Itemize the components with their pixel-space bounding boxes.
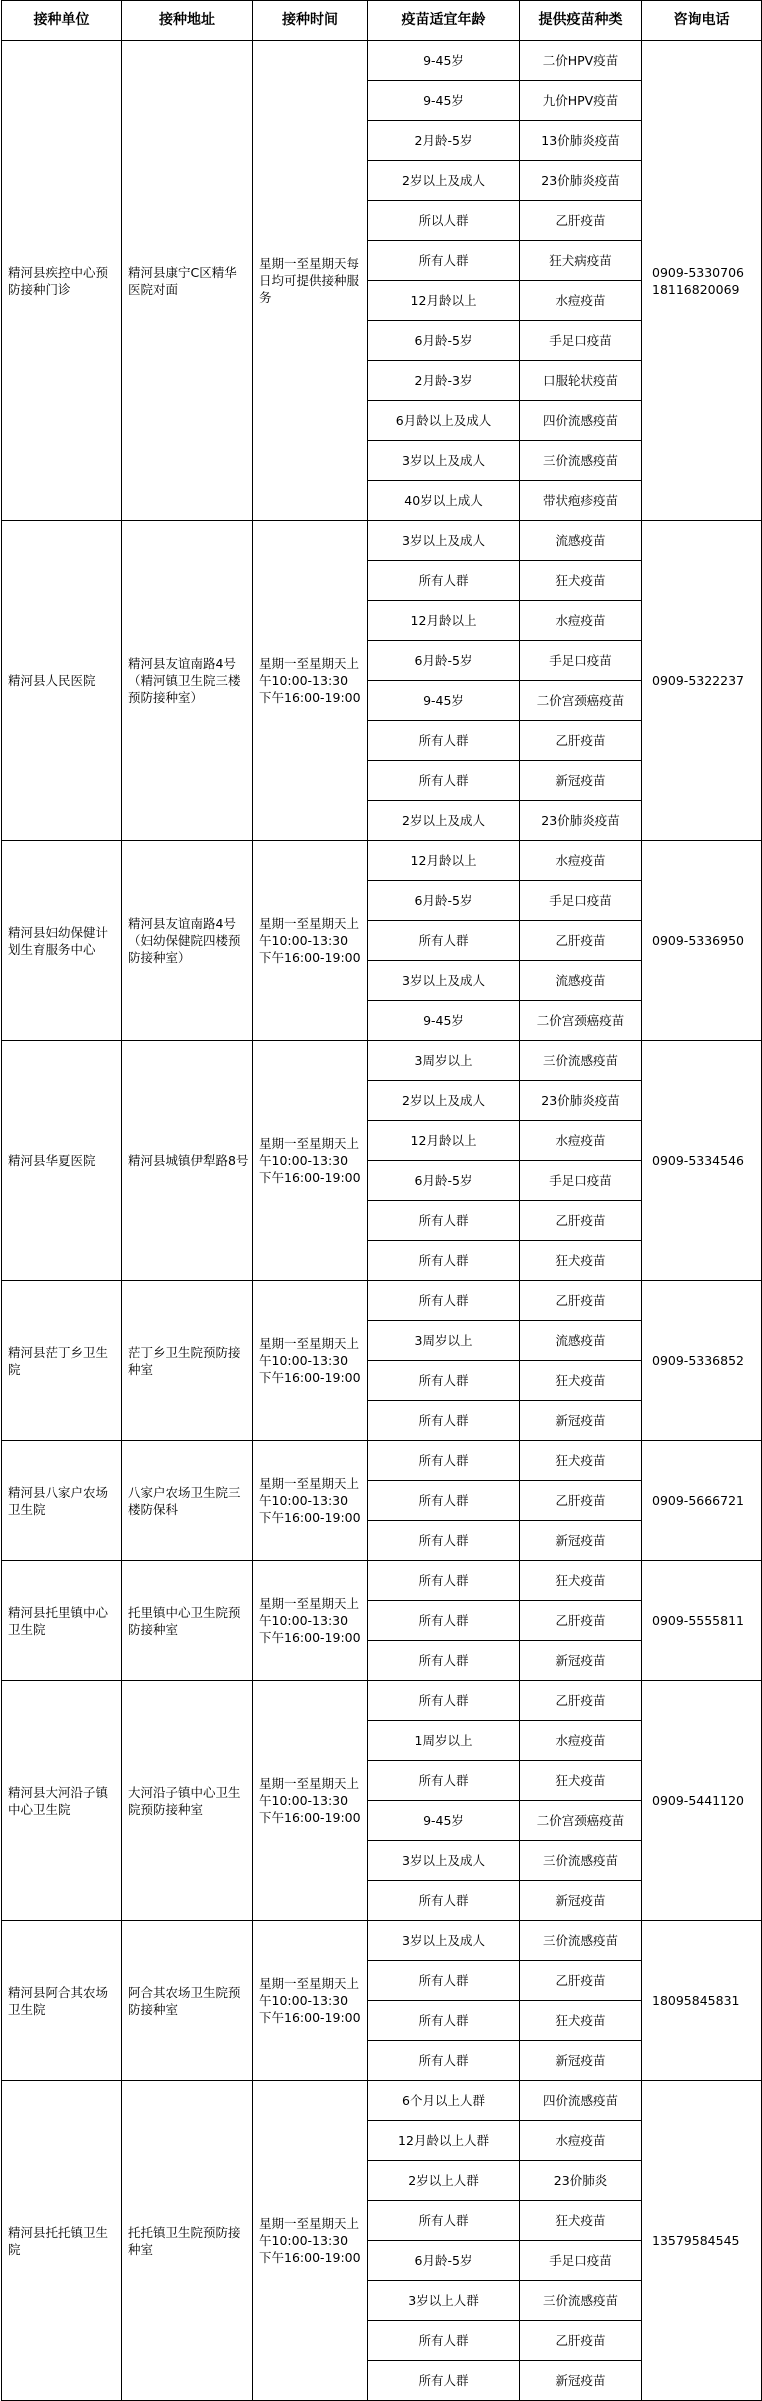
- table-body: [2, 41, 762, 2401]
- age-cell: 9-45岁: [368, 681, 520, 721]
- table-row: [2, 1561, 762, 1601]
- vaccine-cell: 九价HPV疫苗: [520, 81, 642, 121]
- vaccine-cell: 狂犬疫苗: [520, 1361, 642, 1401]
- table-row: [2, 1281, 762, 1321]
- age-cell: 12月龄以上人群: [368, 2121, 520, 2161]
- age-cell: 40岁以上成人: [368, 481, 520, 521]
- vaccine-cell: 水痘疫苗: [520, 1121, 642, 1161]
- unit-name-cell: 精河县妇幼保健计划生育服务中心: [2, 841, 122, 1041]
- age-cell: 2岁以上及成人: [368, 161, 520, 201]
- table-header-row: [2, 1, 762, 41]
- vaccine-cell: 23价肺炎疫苗: [520, 801, 642, 841]
- age-cell: 所有人群: [368, 2041, 520, 2081]
- vaccine-cell: 口服轮状疫苗: [520, 361, 642, 401]
- address-cell: 茫丁乡卫生院预防接种室: [122, 1281, 253, 1441]
- table-row: [2, 841, 762, 881]
- address-cell: 阿合其农场卫生院预防接种室: [122, 1921, 253, 2081]
- time-cell: 星期一至星期天上午10:00-13:30 下午16:00-19:00: [253, 1681, 368, 1921]
- vaccine-cell: 乙肝疫苗: [520, 1961, 642, 2001]
- vaccine-cell: 三价流感疫苗: [520, 1041, 642, 1081]
- phone-cell: 0909-5555811: [642, 1561, 762, 1681]
- age-cell: 6个月以上人群: [368, 2081, 520, 2121]
- vaccine-cell: 新冠疫苗: [520, 1401, 642, 1441]
- time-cell: 星期一至星期天上午10:00-13:30 下午16:00-19:00: [253, 2081, 368, 2401]
- time-cell: 星期一至星期天上午10:00-13:30 下午16:00-19:00: [253, 1281, 368, 1441]
- unit-name-cell: 精河县人民医院: [2, 521, 122, 841]
- vaccine-cell: 手足口疫苗: [520, 881, 642, 921]
- time-cell: 星期一至星期天上午10:00-13:30 下午16:00-19:00: [253, 521, 368, 841]
- age-cell: 12月龄以上: [368, 281, 520, 321]
- age-cell: 所有人群: [368, 921, 520, 961]
- vaccine-cell: 水痘疫苗: [520, 2121, 642, 2161]
- address-cell: 精河县城镇伊犁路8号: [122, 1041, 253, 1281]
- age-cell: 所有人群: [368, 2321, 520, 2361]
- age-cell: 3岁以上及成人: [368, 961, 520, 1001]
- vaccine-cell: 13价肺炎疫苗: [520, 121, 642, 161]
- table-row: [2, 1041, 762, 1081]
- vaccine-cell: 乙肝疫苗: [520, 1281, 642, 1321]
- age-cell: 2月龄-3岁: [368, 361, 520, 401]
- vaccination-table: [1, 0, 762, 2401]
- age-cell: 所有人群: [368, 241, 520, 281]
- table-row: [2, 41, 762, 81]
- vaccine-cell: 乙肝疫苗: [520, 201, 642, 241]
- vaccine-cell: 23价肺炎疫苗: [520, 161, 642, 201]
- age-cell: 所有人群: [368, 1521, 520, 1561]
- vaccine-cell: 狂犬病疫苗: [520, 241, 642, 281]
- vaccine-cell: 二价HPV疫苗: [520, 41, 642, 81]
- age-cell: 所有人群: [368, 2201, 520, 2241]
- vaccine-cell: 流感疫苗: [520, 521, 642, 561]
- table-row: [2, 1441, 762, 1481]
- header-phone: 咨询电话: [642, 1, 762, 41]
- age-cell: 3岁以上及成人: [368, 521, 520, 561]
- table-row: [2, 1921, 762, 1961]
- age-cell: 3岁以上及成人: [368, 441, 520, 481]
- age-cell: 所有人群: [368, 721, 520, 761]
- age-cell: 所有人群: [368, 1961, 520, 2001]
- address-cell: 托托镇卫生院预防接种室: [122, 2081, 253, 2401]
- age-cell: 2月龄-5岁: [368, 121, 520, 161]
- phone-cell: 18095845831: [642, 1921, 762, 2081]
- unit-name-cell: 精河县大河沿子镇中心卫生院: [2, 1681, 122, 1921]
- address-cell: 八家户农场卫生院三楼防保科: [122, 1441, 253, 1561]
- vaccine-cell: 乙肝疫苗: [520, 1681, 642, 1721]
- vaccine-cell: 三价流感疫苗: [520, 441, 642, 481]
- age-cell: 2岁以上及成人: [368, 801, 520, 841]
- phone-cell: 0909-5322237: [642, 521, 762, 841]
- vaccine-cell: 四价流感疫苗: [520, 401, 642, 441]
- vaccine-cell: 新冠疫苗: [520, 1521, 642, 1561]
- age-cell: 所有人群: [368, 1681, 520, 1721]
- age-cell: 所有人群: [368, 1761, 520, 1801]
- age-cell: 所有人群: [368, 1281, 520, 1321]
- vaccine-cell: 乙肝疫苗: [520, 1601, 642, 1641]
- age-cell: 9-45岁: [368, 1801, 520, 1841]
- phone-cell: 0909-5330706 18116820069: [642, 41, 762, 521]
- age-cell: 12月龄以上: [368, 841, 520, 881]
- vaccine-cell: 乙肝疫苗: [520, 721, 642, 761]
- table-row: [2, 521, 762, 561]
- age-cell: 2岁以上及成人: [368, 1081, 520, 1121]
- table-row: [2, 1681, 762, 1721]
- age-cell: 所有人群: [368, 1641, 520, 1681]
- vaccine-cell: 水痘疫苗: [520, 841, 642, 881]
- vaccine-cell: 狂犬疫苗: [520, 561, 642, 601]
- age-cell: 所有人群: [368, 1481, 520, 1521]
- age-cell: 3周岁以上: [368, 1041, 520, 1081]
- vaccine-cell: 带状疱疹疫苗: [520, 481, 642, 521]
- vaccine-cell: 水痘疫苗: [520, 281, 642, 321]
- phone-cell: 0909-5666721: [642, 1441, 762, 1561]
- unit-name-cell: 精河县茫丁乡卫生院: [2, 1281, 122, 1441]
- age-cell: 6月龄-5岁: [368, 641, 520, 681]
- unit-name-cell: 精河县疾控中心预防接种门诊: [2, 41, 122, 521]
- unit-name-cell: 精河县阿合其农场卫生院: [2, 1921, 122, 2081]
- vaccine-cell: 乙肝疫苗: [520, 2321, 642, 2361]
- vaccine-cell: 手足口疫苗: [520, 1161, 642, 1201]
- age-cell: 所有人群: [368, 1241, 520, 1281]
- address-cell: 精河县康宁C区精华医院对面: [122, 41, 253, 521]
- vaccine-cell: 手足口疫苗: [520, 641, 642, 681]
- vaccine-cell: 水痘疫苗: [520, 1721, 642, 1761]
- age-cell: 所有人群: [368, 1401, 520, 1441]
- age-cell: 所有人群: [368, 1601, 520, 1641]
- address-cell: 托里镇中心卫生院预防接种室: [122, 1561, 253, 1681]
- phone-cell: 13579584545: [642, 2081, 762, 2401]
- header-age: 疫苗适宜年龄: [368, 1, 520, 41]
- vaccine-cell: 手足口疫苗: [520, 2241, 642, 2281]
- header-vaccine: 提供疫苗种类: [520, 1, 642, 41]
- age-cell: 6月龄-5岁: [368, 2241, 520, 2281]
- age-cell: 2岁以上人群: [368, 2161, 520, 2201]
- age-cell: 所有人群: [368, 1561, 520, 1601]
- age-cell: 所有人群: [368, 1441, 520, 1481]
- vaccine-cell: 手足口疫苗: [520, 321, 642, 361]
- vaccine-cell: 狂犬疫苗: [520, 1241, 642, 1281]
- vaccine-cell: 四价流感疫苗: [520, 2081, 642, 2121]
- unit-name-cell: 精河县八家户农场卫生院: [2, 1441, 122, 1561]
- age-cell: 6月龄-5岁: [368, 321, 520, 361]
- age-cell: 所有人群: [368, 561, 520, 601]
- vaccine-cell: 狂犬疫苗: [520, 1761, 642, 1801]
- age-cell: 3岁以上及成人: [368, 1841, 520, 1881]
- age-cell: 所以人群: [368, 201, 520, 241]
- time-cell: 星期一至星期天上午10:00-13:30 下午16:00-19:00: [253, 1921, 368, 2081]
- unit-name-cell: 精河县华夏医院: [2, 1041, 122, 1281]
- address-cell: 精河县友谊南路4号（精河镇卫生院三楼预防接种室）: [122, 521, 253, 841]
- vaccine-cell: 新冠疫苗: [520, 1641, 642, 1681]
- age-cell: 1周岁以上: [368, 1721, 520, 1761]
- time-cell: 星期一至星期天上午10:00-13:30 下午16:00-19:00: [253, 1041, 368, 1281]
- time-cell: 星期一至星期天上午10:00-13:30 下午16:00-19:00: [253, 1441, 368, 1561]
- header-time: 接种时间: [253, 1, 368, 41]
- age-cell: 所有人群: [368, 1361, 520, 1401]
- address-cell: 精河县友谊南路4号（妇幼保健院四楼预防接种室）: [122, 841, 253, 1041]
- unit-name-cell: 精河县托里镇中心卫生院: [2, 1561, 122, 1681]
- header-address: 接种地址: [122, 1, 253, 41]
- age-cell: 12月龄以上: [368, 1121, 520, 1161]
- address-cell: 大河沿子镇中心卫生院预防接种室: [122, 1681, 253, 1921]
- age-cell: 所有人群: [368, 1201, 520, 1241]
- age-cell: 6月龄-5岁: [368, 1161, 520, 1201]
- vaccine-cell: 二价宫颈癌疫苗: [520, 1801, 642, 1841]
- vaccine-cell: 乙肝疫苗: [520, 1201, 642, 1241]
- vaccine-cell: 流感疫苗: [520, 961, 642, 1001]
- vaccine-cell: 新冠疫苗: [520, 1881, 642, 1921]
- vaccine-cell: 乙肝疫苗: [520, 1481, 642, 1521]
- vaccine-cell: 新冠疫苗: [520, 761, 642, 801]
- header-unit: 接种单位: [2, 1, 122, 41]
- vaccine-cell: 三价流感疫苗: [520, 1921, 642, 1961]
- age-cell: 所有人群: [368, 761, 520, 801]
- vaccine-cell: 狂犬疫苗: [520, 2201, 642, 2241]
- vaccine-cell: 二价宫颈癌疫苗: [520, 681, 642, 721]
- time-cell: 星期一至星期天每日均可提供接种服务: [253, 41, 368, 521]
- vaccine-cell: 狂犬疫苗: [520, 2001, 642, 2041]
- table-row: [2, 2081, 762, 2121]
- vaccine-cell: 新冠疫苗: [520, 2041, 642, 2081]
- vaccine-cell: 水痘疫苗: [520, 601, 642, 641]
- phone-cell: 0909-5441120: [642, 1681, 762, 1921]
- age-cell: 12月龄以上: [368, 601, 520, 641]
- age-cell: 9-45岁: [368, 41, 520, 81]
- age-cell: 所有人群: [368, 2361, 520, 2401]
- age-cell: 所有人群: [368, 1881, 520, 1921]
- time-cell: 星期一至星期天上午10:00-13:30 下午16:00-19:00: [253, 841, 368, 1041]
- phone-cell: 0909-5336950: [642, 841, 762, 1041]
- time-cell: 星期一至星期天上午10:00-13:30 下午16:00-19:00: [253, 1561, 368, 1681]
- age-cell: 9-45岁: [368, 81, 520, 121]
- vaccine-cell: 新冠疫苗: [520, 2361, 642, 2401]
- vaccine-cell: 流感疫苗: [520, 1321, 642, 1361]
- age-cell: 6月龄-5岁: [368, 881, 520, 921]
- phone-cell: 0909-5334546: [642, 1041, 762, 1281]
- phone-cell: 0909-5336852: [642, 1281, 762, 1441]
- vaccine-cell: 三价流感疫苗: [520, 2281, 642, 2321]
- vaccine-cell: 23价肺炎: [520, 2161, 642, 2201]
- age-cell: 3岁以上及成人: [368, 1921, 520, 1961]
- vaccine-cell: 狂犬疫苗: [520, 1441, 642, 1481]
- unit-name-cell: 精河县托托镇卫生院: [2, 2081, 122, 2401]
- age-cell: 3周岁以上: [368, 1321, 520, 1361]
- vaccine-cell: 狂犬疫苗: [520, 1561, 642, 1601]
- vaccine-cell: 二价宫颈癌疫苗: [520, 1001, 642, 1041]
- age-cell: 6月龄以上及成人: [368, 401, 520, 441]
- age-cell: 所有人群: [368, 2001, 520, 2041]
- vaccine-cell: 乙肝疫苗: [520, 921, 642, 961]
- vaccine-cell: 23价肺炎疫苗: [520, 1081, 642, 1121]
- age-cell: 3岁以上人群: [368, 2281, 520, 2321]
- age-cell: 9-45岁: [368, 1001, 520, 1041]
- vaccine-cell: 三价流感疫苗: [520, 1841, 642, 1881]
